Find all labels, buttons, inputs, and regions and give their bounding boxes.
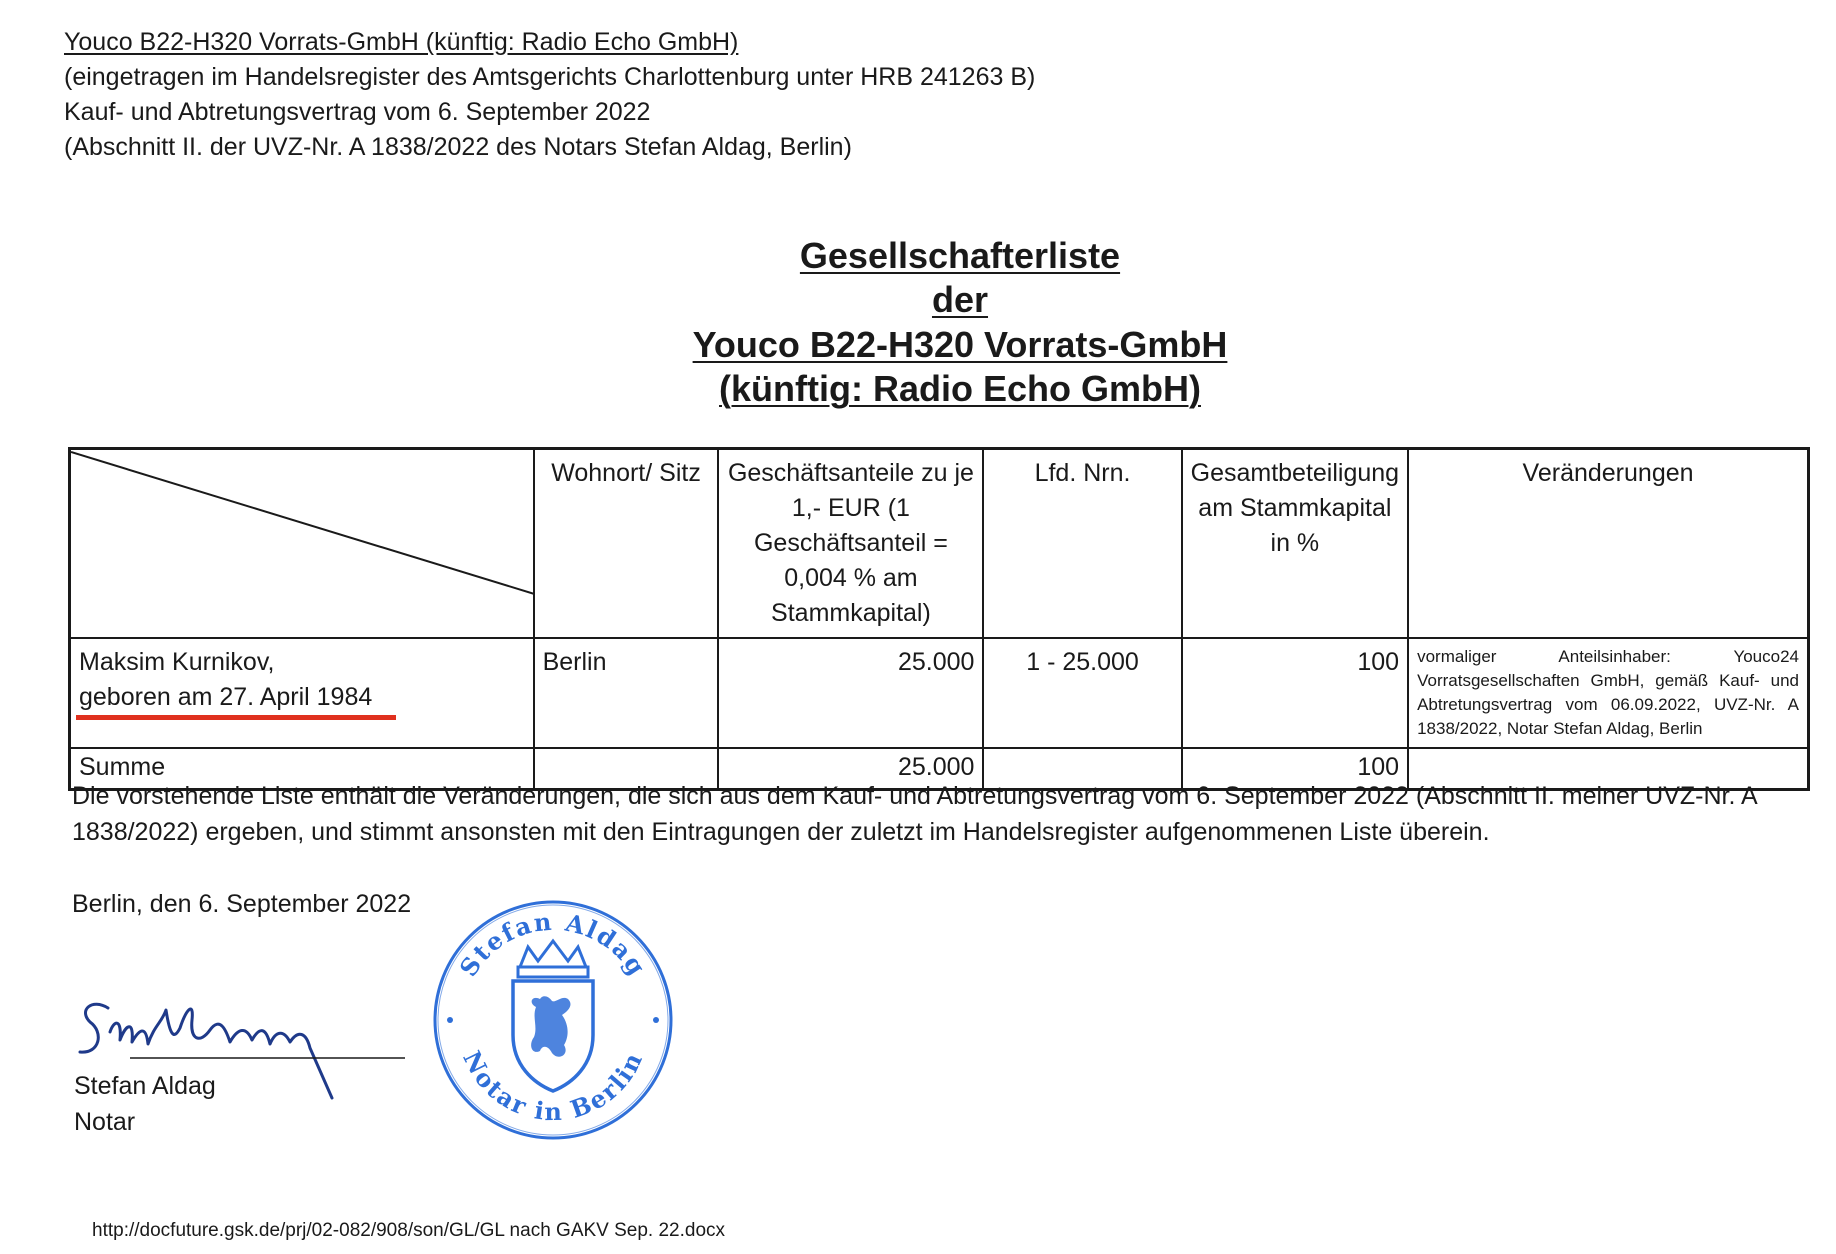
header-anteile: Geschäftsanteile zu je 1,- EUR (1 Geschäftsanteil = 0,004 % am Stammkapital) bbox=[718, 449, 983, 639]
table-header-row bbox=[70, 449, 1809, 639]
header-lfd-nrn: Lfd. Nrn. bbox=[983, 449, 1181, 639]
crown-icon bbox=[520, 941, 586, 967]
signatory-block bbox=[74, 1068, 216, 1140]
document-title-future-name: (künftig: Radio Echo GmbH) bbox=[719, 368, 1201, 409]
seal-bottom-text: Notar in Berlin bbox=[457, 1046, 649, 1127]
header-section-line: (Abschnitt II. der UVZ-Nr. A 1838/2022 des Notars Stefan Aldag, Berlin) bbox=[64, 133, 852, 161]
shareholder-name: Maksim Kurnikov, bbox=[79, 648, 275, 676]
header-company-line: Youco B22-H320 Vorrats-GmbH (künftig: Radio Echo GmbH) bbox=[64, 28, 739, 56]
notary-seal bbox=[428, 895, 678, 1145]
footer-document-path: http://docfuture.gsk.de/prj/02-082/908/son/GL/GL nach GAKV Sep. 22.docx bbox=[92, 1220, 726, 1241]
sum-label: Summe bbox=[70, 748, 534, 790]
document-title-der: der bbox=[931, 279, 989, 320]
shareholder-table bbox=[68, 447, 1810, 791]
header-wohnort: Wohnort/ Sitz bbox=[534, 449, 719, 639]
shareholder-cell bbox=[70, 638, 534, 748]
header-register-line: (eingetragen im Handelsregister des Amtsgerichts Charlottenburg unter HRB 241263 B) bbox=[64, 63, 1036, 91]
sum-gesamt: 100 bbox=[1182, 748, 1408, 790]
table-row bbox=[70, 638, 1809, 748]
anteile-cell: 25.000 bbox=[718, 638, 983, 748]
bear-icon bbox=[531, 996, 570, 1056]
document-title: Gesellschafterliste bbox=[799, 235, 1121, 276]
lfd-cell: 1 - 25.000 bbox=[983, 638, 1181, 748]
header-diagonal-cell bbox=[70, 449, 534, 639]
statement-paragraph: Die vorstehende Liste enthält die Veränderungen, die sich aus dem Kauf- und Abtretungsvertrag vom 6. September 2022 (Abschnitt II. meiner UVZ-Nr. A 1838/2022) ergeben, und stimmt ansonsten mit den Eintragungen der zuletzt im Handelsregister aufgenommenen Liste überein. bbox=[72, 782, 1757, 846]
seal-top-text: Stefan Aldag bbox=[453, 906, 653, 982]
veraenderungen-cell: vormaliger Anteilsinhaber: Youco24 Vorratsgesellschaften GmbH, gemäß Kauf- und Abtretungsvertrag vom 06.09.2022, UVZ-Nr. A 1838/2022, Notar Stefan Aldag, Berlin bbox=[1408, 638, 1808, 748]
header-contract-line: Kauf- und Abtretungsvertrag vom 6. September 2022 bbox=[64, 98, 651, 126]
signatory-name: Stefan Aldag bbox=[74, 1072, 216, 1100]
shareholder-birth: geboren am 27. April 1984 bbox=[79, 683, 373, 711]
wohnort-cell: Berlin bbox=[534, 638, 719, 748]
place-date: Berlin, den 6. September 2022 bbox=[72, 890, 412, 918]
diagonal-line bbox=[71, 450, 533, 598]
header-veraenderungen: Veränderungen bbox=[1408, 449, 1808, 639]
signatory-role: Notar bbox=[74, 1108, 136, 1136]
document-title-company: Youco B22-H320 Vorrats-GmbH bbox=[692, 324, 1228, 365]
header-gesamtbeteiligung: Gesamtbeteiligung am Stammkapital in % bbox=[1182, 449, 1408, 639]
sum-anteile: 25.000 bbox=[718, 748, 983, 790]
gesamt-cell: 100 bbox=[1182, 638, 1408, 748]
red-highlight-underline bbox=[76, 715, 396, 720]
